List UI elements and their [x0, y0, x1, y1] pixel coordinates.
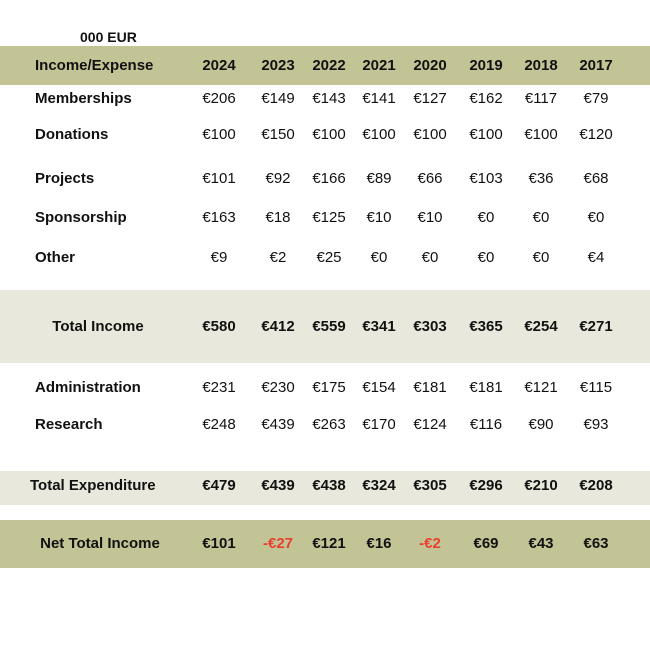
table-cell: €438 [312, 477, 346, 494]
table-cell: €0 [477, 249, 495, 266]
table-cell: €100 [202, 126, 236, 143]
table-cell: €296 [469, 477, 503, 494]
table-cell: €162 [469, 90, 503, 107]
year-header: 2018 [524, 57, 558, 74]
year-header: 2022 [312, 57, 346, 74]
table-cell: €89 [366, 170, 392, 187]
table-cell: €121 [312, 535, 346, 552]
table-cell: €141 [362, 90, 396, 107]
table-row-other [0, 243, 650, 273]
table-cell: €68 [583, 170, 609, 187]
table-row-administration [0, 373, 650, 403]
table-cell: €166 [312, 170, 346, 187]
table-cell: €231 [202, 379, 236, 396]
table-cell: €79 [583, 90, 609, 107]
table-cell: €4 [587, 249, 605, 266]
table-cell: €0 [370, 249, 388, 266]
table-row-research [0, 410, 650, 440]
table-cell: €412 [261, 318, 295, 335]
table-row-total-income [0, 312, 650, 342]
table-cell: €0 [532, 249, 550, 266]
table-cell: €181 [469, 379, 503, 396]
table-cell: €154 [362, 379, 396, 396]
table-cell: €181 [413, 379, 447, 396]
table-cell: €100 [413, 126, 447, 143]
table-cell: €25 [316, 249, 342, 266]
table-cell: €101 [202, 535, 236, 552]
table-cell: €0 [477, 209, 495, 226]
table-cell: €36 [528, 170, 554, 187]
table-cell: €9 [210, 249, 228, 266]
table-cell: €263 [312, 416, 346, 433]
table-cell: €100 [362, 126, 396, 143]
row-label: Donations [35, 126, 109, 143]
unit-label: 000 EUR [80, 29, 137, 45]
table-cell: €365 [469, 318, 503, 335]
row-label: Total Income [52, 318, 144, 335]
row-label: Projects [35, 170, 95, 187]
table-cell: €0 [421, 249, 439, 266]
table-cell: €10 [417, 209, 443, 226]
row-label: Sponsorship [35, 209, 127, 226]
table-cell: €0 [532, 209, 550, 226]
table-header-row [0, 51, 650, 81]
table-cell: €271 [579, 318, 613, 335]
year-header: 2017 [579, 57, 613, 74]
table-cell: €100 [312, 126, 346, 143]
row-label: Other [35, 249, 76, 266]
table-cell: €303 [413, 318, 447, 335]
table-cell: €149 [261, 90, 295, 107]
table-row-memberships [0, 84, 650, 114]
table-cell: €324 [362, 477, 396, 494]
table-cell: €100 [469, 126, 503, 143]
table-cell: €230 [261, 379, 295, 396]
table-cell: €117 [524, 90, 558, 107]
table-cell: €115 [579, 379, 613, 396]
year-header: 2021 [362, 57, 396, 74]
year-header: 2019 [469, 57, 503, 74]
table-cell: €143 [312, 90, 346, 107]
table-cell: €90 [528, 416, 554, 433]
table-cell: €559 [312, 318, 346, 335]
table-cell: €120 [579, 126, 613, 143]
table-cell: €66 [417, 170, 443, 187]
table-row-projects [0, 164, 650, 194]
table-cell: €116 [469, 416, 503, 433]
table-cell: €341 [362, 318, 396, 335]
table-cell: €93 [583, 416, 609, 433]
table-cell: €248 [202, 416, 236, 433]
table-cell: €439 [261, 416, 295, 433]
table-cell: €206 [202, 90, 236, 107]
table-cell: €479 [202, 477, 236, 494]
table-cell: €16 [366, 535, 392, 552]
table-row-net-total-income [0, 529, 650, 559]
table-cell: €305 [413, 477, 447, 494]
table-cell: €92 [265, 170, 291, 187]
table-cell: €63 [583, 535, 609, 552]
table-cell: €2 [269, 249, 287, 266]
year-header: 2023 [261, 57, 295, 74]
year-header: 2020 [413, 57, 447, 74]
table-row-donations [0, 120, 650, 150]
table-cell: €103 [469, 170, 503, 187]
row-label: Net Total Income [40, 535, 160, 552]
table-cell: €69 [473, 535, 499, 552]
table-cell: €175 [312, 379, 346, 396]
table-cell: €121 [524, 379, 558, 396]
table-cell: €127 [413, 90, 447, 107]
table-cell: €124 [413, 416, 447, 433]
table-cell: €439 [261, 477, 295, 494]
table-row-sponsorship [0, 203, 650, 233]
table-cell: €125 [312, 209, 346, 226]
table-cell: €100 [524, 126, 558, 143]
table-cell: €0 [587, 209, 605, 226]
table-cell: €170 [362, 416, 396, 433]
table-cell: €580 [202, 318, 236, 335]
table-cell: €254 [524, 318, 558, 335]
negative-value-cell: -€27 [262, 535, 294, 552]
header-label: Income/Expense [35, 57, 154, 74]
table-cell: €208 [579, 477, 613, 494]
row-label: Total Expenditure [30, 477, 156, 494]
row-label: Administration [35, 379, 141, 396]
row-label: Research [35, 416, 103, 433]
table-cell: €10 [366, 209, 392, 226]
table-cell: €43 [528, 535, 554, 552]
table-cell: €150 [261, 126, 295, 143]
row-label: Memberships [35, 90, 132, 107]
table-cell: €18 [265, 209, 291, 226]
table-row-total-expenditure [0, 471, 650, 501]
table-cell: €210 [524, 477, 558, 494]
year-header: 2024 [202, 57, 236, 74]
table-cell: €101 [202, 170, 236, 187]
negative-value-cell: -€2 [419, 535, 441, 552]
table-cell: €163 [202, 209, 236, 226]
